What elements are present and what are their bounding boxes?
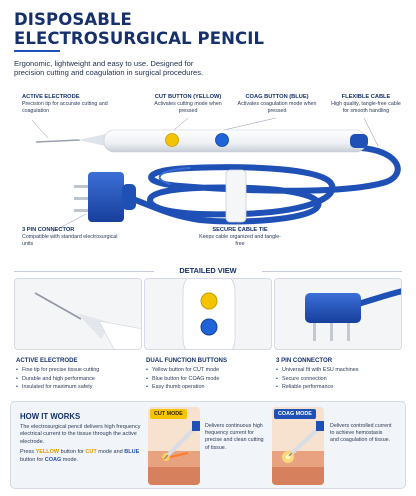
cut-button-icon — [166, 134, 179, 147]
callout-title: FLEXIBLE CABLE — [341, 94, 391, 100]
detail-pin-connector — [276, 357, 404, 392]
detail-active-electrode — [16, 357, 144, 392]
panel-dual-buttons — [144, 278, 272, 350]
cable-tie — [226, 170, 246, 222]
blue-word: BLUE — [124, 449, 140, 456]
detail-bullet: • Durable and high performance — [16, 375, 144, 383]
text-fragment: mode and — [96, 449, 125, 456]
pin-connector — [74, 172, 136, 222]
callout-text: Compatible with standard electrosurgical units — [22, 234, 118, 247]
page-title — [14, 10, 264, 48]
how-it-works-description: The electrosurgical pencil delivers high frequency electrical current to the tissue through the active electrode. — [20, 424, 141, 445]
panel-pin-connector — [274, 278, 402, 350]
cut-word: CUT — [85, 449, 97, 456]
coag-word: COAG — [44, 456, 62, 463]
detailed-view-heading — [14, 266, 402, 276]
panel-active-electrode — [14, 278, 142, 350]
detail-bullet: • Easy thumb operation — [146, 383, 274, 391]
pencil-body — [36, 130, 368, 152]
cable-coil — [130, 148, 398, 221]
detail-bullet: • Yellow button for CUT mode — [146, 366, 274, 374]
yellow-button-icon — [201, 293, 217, 309]
callout-title: SECURE CABLE TIE — [212, 227, 268, 233]
cut-mode-text: Delivers continuous high frequency current for precise and clean cutting of tissue. — [205, 423, 264, 451]
text-fragment: button for — [20, 456, 45, 463]
callout-title: COAG BUTTON (BLUE) — [245, 94, 309, 100]
callout-pin-connector — [22, 227, 118, 247]
callout-text: Activates cutting mode when pressed — [154, 101, 222, 114]
buttons-closeup-icon — [145, 279, 272, 350]
callout-text: Precision tip for accurate cutting and coagulation — [22, 101, 108, 114]
coag-button-icon — [216, 134, 229, 147]
electrode-closeup-icon — [15, 279, 142, 350]
callout-title: CUT BUTTON (YELLOW) — [154, 94, 222, 100]
text-fragment: Press — [20, 449, 36, 456]
cut-mode-badge: CUT MODE — [150, 409, 187, 419]
detail-title: 3 PIN CONNECTOR — [276, 357, 333, 364]
coag-mode-badge: COAG MODE — [274, 409, 316, 419]
detail-bullet: • Secure connection — [276, 375, 404, 383]
callout-text: High quality, tangle-free cable for smooth handling — [331, 101, 401, 114]
title-underline — [14, 50, 60, 52]
detail-bullet: • Fine tip for precise tissue cutting — [16, 366, 144, 374]
callout-cable-tie — [196, 227, 284, 247]
detail-bullet: • Reliable performance — [276, 383, 404, 391]
yellow-word: YELLOW — [35, 449, 60, 456]
callout-title: ACTIVE ELECTRODE — [22, 94, 80, 100]
detail-bullet: • Blue button for COAG mode — [146, 375, 274, 383]
how-it-works-title: HOW IT WORKS — [20, 412, 81, 421]
detail-title: ACTIVE ELECTRODE — [16, 357, 78, 364]
text-fragment: mode. — [61, 456, 79, 463]
text-fragment: button for — [59, 449, 86, 456]
callout-title: 3 PIN CONNECTOR — [22, 227, 75, 233]
detailed-view-title: DETAILED VIEW — [179, 266, 237, 275]
how-it-works-text — [20, 424, 154, 467]
detail-bullet: • Universal fit with ESU machines — [276, 366, 404, 374]
callout-text: Keeps cable organized and tangle-free — [199, 234, 281, 247]
title-line-2: ELECTROSURGICAL PENCIL — [14, 29, 265, 48]
callout-text: Activates coagulation mode when pressed — [237, 101, 317, 114]
detail-title: DUAL FUNCTION BUTTONS — [146, 357, 228, 364]
coag-mode-text: Delivers controlled current to achieve hemostasis and coagulation of tissue. — [330, 423, 392, 444]
detail-dual-buttons — [146, 357, 274, 392]
how-it-works-instructions — [20, 449, 154, 464]
heading-rule-right — [262, 271, 402, 272]
connector-closeup-icon — [275, 279, 402, 350]
blue-button-icon — [201, 319, 217, 335]
title-line-1: DISPOSABLE — [14, 10, 132, 29]
detail-bullet: • Insulated for maximum safety — [16, 383, 144, 391]
intro-text: Ergonomic, lightweight and easy to use. Designed for precision cutting and coagulation in surgical procedures. — [14, 59, 204, 78]
